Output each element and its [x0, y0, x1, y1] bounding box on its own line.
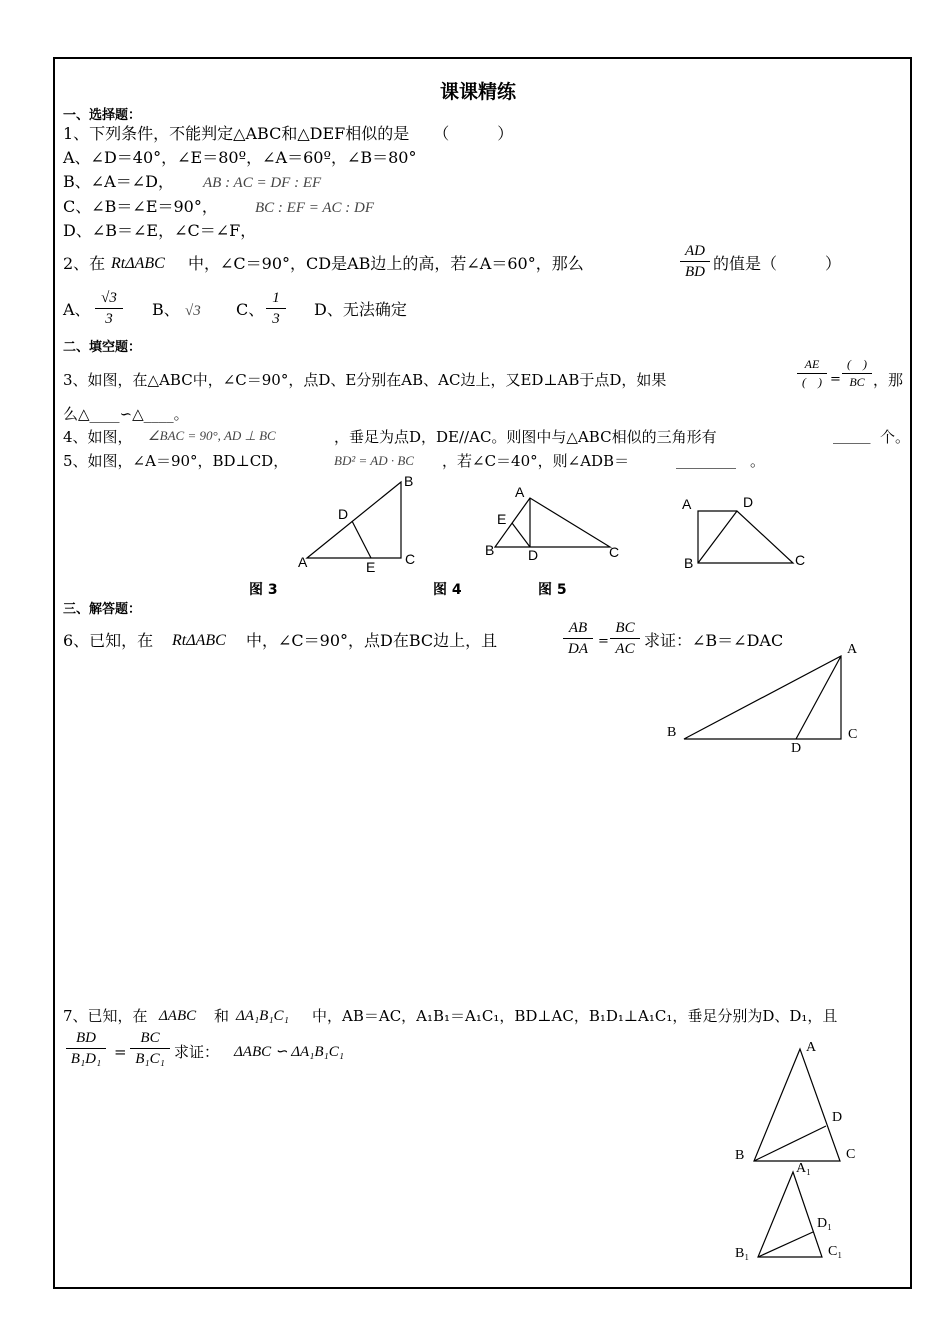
fig4-caption: 图 4 — [433, 582, 462, 598]
q5-post: ，若∠C＝40°，则∠ADB＝ — [442, 452, 630, 470]
q5-pre: 5、如图，∠A＝90°，BD⊥CD， — [63, 452, 289, 470]
fig4-label-c: C — [609, 544, 620, 560]
q7-equals: = — [114, 1043, 127, 1061]
fig3-label-c: C — [405, 551, 416, 567]
section-multiple-choice: 一、选择题： — [63, 108, 142, 123]
figure-5 — [698, 511, 793, 563]
q1-option-b-math: AB : AC = DF : EF — [203, 175, 322, 191]
fig3-caption: 图 3 — [249, 582, 278, 598]
fig6-label-c: C — [848, 727, 858, 742]
q2-option-c-fraction: 1 3 — [266, 289, 286, 328]
page-title: 课课精练 — [440, 81, 517, 103]
q7-and: 和 — [214, 1007, 230, 1025]
q1-option-b: B、∠A＝∠D， — [63, 172, 174, 191]
section-solution: 三、解答题： — [63, 602, 142, 617]
q7-stem: 中，AB＝AC，A₁B₁＝A₁C₁，BD⊥AC，B₁D₁⊥A₁C₁，垂足分别为D、D₁，且 — [312, 1007, 838, 1025]
fig4-segment-de — [512, 523, 530, 547]
q3-line1-end: ，那 — [873, 371, 904, 389]
section-fill-blank: 二、填空题： — [63, 340, 142, 355]
q3-fraction-1: AE ( ) — [797, 357, 827, 390]
fig4-label-d: D — [528, 547, 539, 563]
figure-4 — [495, 498, 610, 547]
fig7-segment-bd — [754, 1126, 826, 1161]
fig7-triangle-abc — [754, 1049, 843, 1161]
fig7-triangle-a1b1c1 — [758, 1172, 822, 1257]
fig4-label-b: B — [485, 542, 495, 558]
q3-equals: = — [830, 372, 841, 387]
fig5-label-a: A — [682, 496, 692, 512]
q1-option-c: C、∠B＝∠E＝90°， — [63, 197, 218, 216]
q6-pre: 6、已知，在 — [63, 631, 154, 650]
q2-option-d: D、无法确定 — [314, 300, 407, 319]
fig7b-label-b1: B₁ — [735, 1246, 750, 1261]
q3-line1: 3、如图，在△ABC中，∠C＝90°，点D、E分别在AB、AC边上，又ED⊥AB于点D，如果 — [63, 371, 667, 389]
q1-option-a: A、∠D＝40°，∠E＝80º，∠A＝60º，∠B＝80° — [63, 148, 417, 167]
figure-7-a1b1c1 — [758, 1172, 822, 1257]
q3-line2: 么△____∽△____。 — [63, 405, 189, 423]
q7-triangle-abc: ΔABC — [159, 1008, 197, 1024]
q6-fraction-1: AB DA — [563, 619, 593, 658]
fig5-label-c: C — [795, 552, 806, 568]
figure-6 — [684, 656, 841, 739]
fig4-triangle-abc — [495, 498, 610, 547]
fig5-quadrilateral — [698, 511, 793, 563]
q2-option-c: C、 — [236, 300, 265, 319]
q5-math: BD² = AD · BC — [334, 453, 414, 468]
q3-fraction-2: ( ) BC — [842, 357, 872, 390]
q5-end: 。 — [750, 452, 766, 470]
q2-option-a: A、 — [63, 300, 91, 319]
fig5-label-b: B — [684, 555, 694, 571]
q7-triangle-a1b1c1: ΔA₁B₁C₁ — [236, 1008, 289, 1024]
fig7-label-a: A — [806, 1040, 817, 1055]
fig6-label-d: D — [791, 741, 802, 756]
figure-3 — [307, 482, 401, 558]
q6-stem: 中，∠C＝90°，点D在BC边上，且 — [246, 631, 498, 650]
q7-fraction-1: BD B₁D₁ — [66, 1029, 106, 1068]
q2-post: 的值是（ ） — [713, 254, 842, 273]
q2-rt-triangle: RtΔABC — [111, 255, 165, 272]
fig4-label-e: E — [497, 511, 507, 527]
fig7-label-c: C — [846, 1147, 856, 1162]
q4-blank: _____ — [833, 426, 871, 444]
q4-math: ∠BAC = 90°, AD ⊥ BC — [148, 428, 276, 443]
fig7b-label-d1: D₁ — [817, 1216, 832, 1231]
fig6-label-b: B — [667, 725, 677, 740]
q2-pre: 2、在 — [63, 254, 106, 273]
q4-end: 个。 — [880, 428, 911, 446]
q7-pre: 7、已知，在 — [63, 1007, 148, 1025]
q1-option-d: D、∠B＝∠E，∠C＝∠F， — [63, 221, 257, 240]
fig4-label-a: A — [515, 484, 525, 500]
fig5-caption: 图 5 — [538, 582, 567, 598]
q1-option-c-math: BC : EF = AC : DF — [255, 200, 374, 216]
fig6-label-a: A — [847, 642, 858, 657]
q5-blank: ________ — [676, 451, 736, 469]
q7-fraction-2: BC B₁C₁ — [130, 1029, 170, 1068]
fig5-label-d: D — [743, 494, 754, 510]
figure-7-abc — [754, 1049, 843, 1161]
fig3-label-e: E — [366, 559, 376, 575]
fig7b-label-c1: C₁ — [828, 1244, 843, 1259]
fig3-label-d: D — [338, 506, 349, 522]
q2-option-a-fraction: √3 3 — [95, 289, 123, 328]
fig3-label-b: B — [404, 473, 414, 489]
fig3-label-a: A — [298, 554, 308, 570]
q7-prove-math: ΔABC ∽ ΔA₁B₁C₁ — [234, 1044, 344, 1060]
q1-stem: 1、下列条件，不能判定△ABC和△DEF相似的是 （ ） — [63, 124, 514, 143]
q4-pre: 4、如图， — [63, 428, 133, 446]
fig7b-label-a1: A₁ — [796, 1161, 811, 1176]
fig6-triangle-abc — [684, 656, 841, 739]
q6-prove: 求证：∠B＝∠DAC — [644, 631, 784, 650]
q6-rt-triangle: RtΔABC — [172, 632, 226, 649]
fig7-label-b: B — [735, 1148, 745, 1163]
q4-post: ，垂足为点D，DE//AC。则图中与△ABC相似的三角形有 — [334, 428, 717, 446]
q6-equals: = — [598, 634, 609, 649]
q2-option-b: B、 — [152, 300, 180, 319]
fig3-triangle-abc — [307, 482, 401, 558]
fig3-segment-de — [352, 521, 371, 558]
q7-prove: 求证： — [174, 1043, 220, 1061]
q6-fraction-2: BC AC — [610, 619, 640, 658]
fig7-label-d: D — [832, 1110, 843, 1125]
q2-option-b-value: √3 — [185, 303, 201, 319]
q2-fraction: AD BD — [680, 242, 710, 281]
q2-stem: 中，∠C＝90°，CD是AB边上的高，若∠A＝60°，那么 — [188, 254, 584, 273]
